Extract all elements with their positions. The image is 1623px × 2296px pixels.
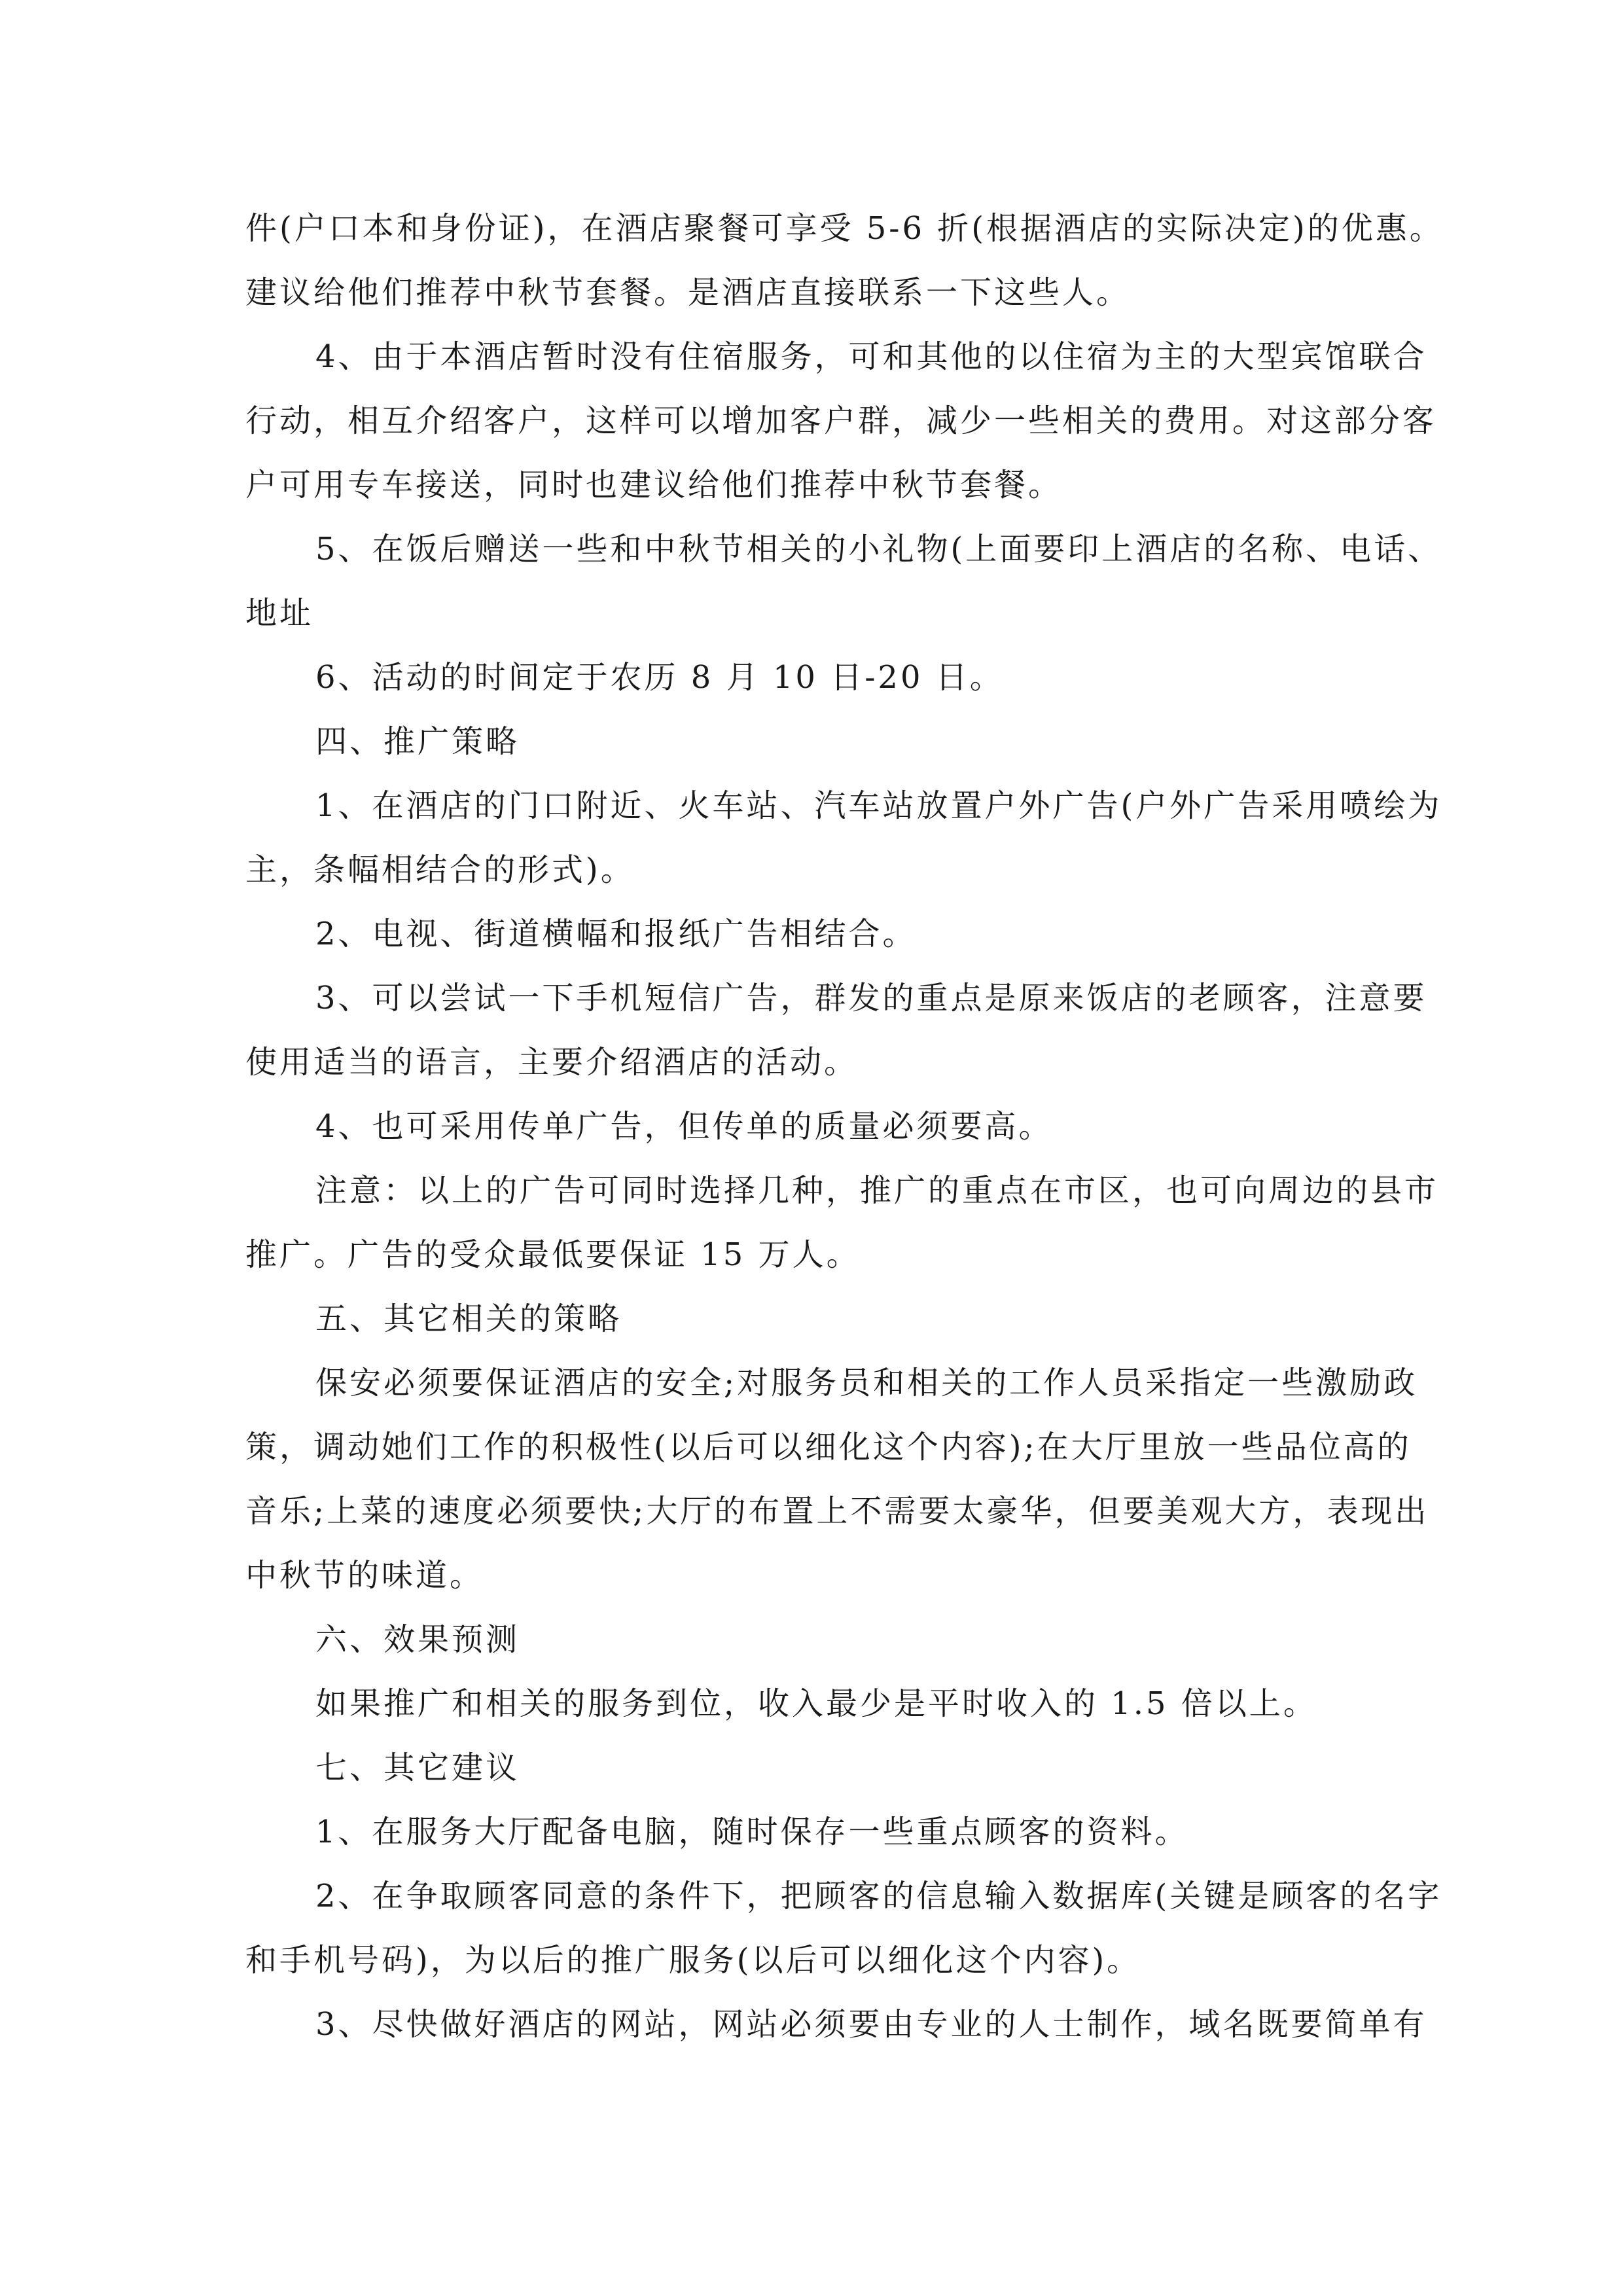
text-line: 户可用专车接送，同时也建议给他们推荐中秋节套餐。 (245, 467, 1063, 503)
text-line: 地址 (245, 595, 314, 632)
text-line: 推广。广告的受众最低要保证 15 万人。 (245, 1236, 861, 1273)
section-heading: 七、其它建议 (315, 1749, 520, 1786)
text-line: 主，条幅相结合的形式)。 (245, 852, 635, 888)
section-heading: 四、推广策略 (315, 723, 520, 760)
section-heading: 六、效果预测 (315, 1621, 520, 1658)
text-line: 1、在服务大厅配备电脑，随时保存一些重点顾客的资料。 (315, 1814, 1189, 1850)
text-line: 3、可以尝试一下手机短信广告，群发的重点是原来饭店的老顾客，注意要 (315, 980, 1427, 1016)
text-line: 和手机号码)，为以后的推广服务(以后可以细化这个内容)。 (245, 1942, 1141, 1979)
text-line: 策，调动她们工作的积极性(以后可以细化这个内容);在大厅里放一些品位高的 (245, 1429, 1412, 1465)
text-line: 保安必须要保证酒店的安全;对服务员和相关的工作人员采指定一些激励政 (315, 1365, 1418, 1401)
text-line: 4、由于本酒店暂时没有住宿服务，可和其他的以住宿为主的大型宾馆联合 (315, 338, 1427, 375)
text-line: 2、电视、街道横幅和报纸广告相结合。 (315, 916, 917, 952)
section-heading: 五、其它相关的策略 (315, 1300, 622, 1337)
text-line: 4、也可采用传单广告，但传单的质量必须要高。 (315, 1108, 1053, 1145)
text-line: 6、活动的时间定于农历 8 月 10 日-20 日。 (315, 659, 1004, 696)
text-line: 使用适当的语言，主要介绍酒店的活动。 (245, 1044, 859, 1081)
text-line: 2、在争取顾客同意的条件下，把顾客的信息输入数据库(关键是顾客的名字 (315, 1878, 1442, 1914)
text-line: 1、在酒店的门口附近、火车站、汽车站放置户外广告(户外广告采用喷绘为 (315, 787, 1442, 824)
text-line: 建议给他们推荐中秋节套餐。是酒店直接联系一下这些人。 (245, 274, 1131, 311)
text-line: 3、尽快做好酒店的网站，网站必须要由专业的人士制作，域名既要简单有 (315, 2006, 1427, 2043)
text-line: 中秋节的味道。 (245, 1557, 484, 1594)
text-line: 如果推广和相关的服务到位，收入最少是平时收入的 1.5 倍以上。 (315, 1685, 1317, 1722)
text-line: 注意：以上的广告可同时选择几种，推广的重点在市区，也可向周边的县市 (315, 1172, 1439, 1209)
text-line: 5、在饭后赠送一些和中秋节相关的小礼物(上面要印上酒店的名称、电话、 (315, 531, 1442, 567)
text-line: 音乐;上菜的速度必须要快;大厅的布置上不需要太豪华，但要美观大方，表现出 (245, 1493, 1429, 1530)
text-line: 行动，相互介绍客户，这样可以增加客户群，减少一些相关的费用。对这部分客 (245, 403, 1437, 439)
text-line: 件(户口本和身份证)，在酒店聚餐可享受 5-6 折(根据酒店的实际决定)的优惠。 (245, 210, 1444, 247)
